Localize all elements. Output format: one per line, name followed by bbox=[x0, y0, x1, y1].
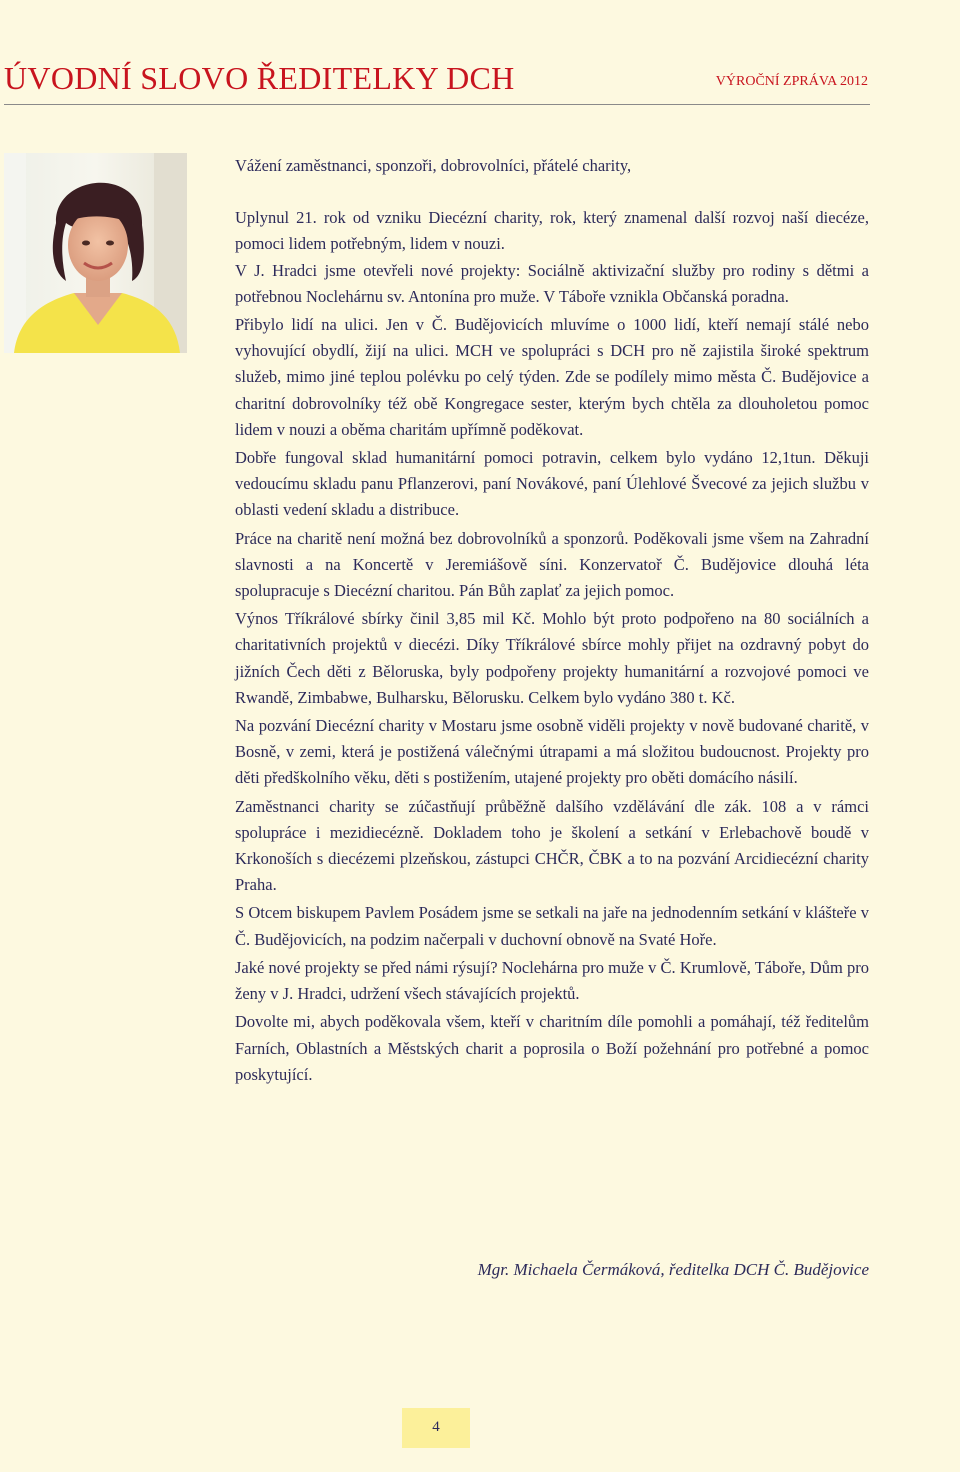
paragraph: Práce na charitě není možná bez dobrovolníků a sponzorů. Poděkovali jsme všem na Zahradní slavnosti a na Koncertě v Jeremiášově síni. Konzervatoř Č. Budějovice dlouhá léta spolupracuje s Diecézní charitou. Pán Bůh zaplať za jejich pomoc. bbox=[235, 528, 869, 601]
paragraph: V J. Hradci jsme otevřeli nové projekty: Sociálně aktivizační služby pro rodiny s dětmi a potřebnou Noclehárnu sv. Antonína pro muže. V Táboře vznikla Občanská poradna. bbox=[235, 260, 869, 306]
page-title: ÚVODNÍ SLOVO ŘEDITELKY DCH bbox=[4, 60, 515, 96]
paragraph: Přibylo lidí na ulici. Jen v Č. Budějovicích mluvíme o 1000 lidí, kteří nemají stálé nebo vyhovující obydlí, žijí na ulici. MCH ve spolupráci s DCH pro ně zajistila široké spektrum služeb, mimo jiné teplou polévku po celý týden. Zde se podílely mimo města Č. Budějovice a charitní dobrovolníky též obě Kongregace sester, kterým bych chtěla za dlouholetou pomoc lidem v nouzi a oběma charitám upřímně poděkovat. bbox=[235, 315, 869, 439]
paragraph: S Otcem biskupem Pavlem Posádem jsme se setkali na jaře na jednodenním setkání v klášteře v Č. Budějovicích, na podzim načerpali v duchovní obnově na Svaté Hoře. bbox=[235, 903, 869, 949]
paragraph: Dobře fungoval sklad humanitární pomoci potravin, celkem bylo vydáno 12,1tun. Děkuji vedoucímu skladu panu Pflanzerovi, paní Novákové, paní Úlehlové Švecové za jejich službu v oblasti vedení skladu a distribuce. bbox=[235, 448, 869, 520]
paragraph: Výnos Tříkrálové sbírky činil 3,85 mil Kč. Mohlo být proto podpořeno na 80 sociálních a charitativních projektů v diecézi. Díky Tříkrálové sbírce mohly přijet na ozdravný pobyt do jižních Čech děti z Běloruska, byly podpořeny projekty humanitární a rozvojové pomoci ve Rwandě, Zimbabwe, Bulharsku, Bělorusku. Celkem bylo vydáno 380 t. Kč. bbox=[235, 609, 869, 707]
page-number: 4 bbox=[432, 1419, 440, 1435]
report-label: VÝROČNÍ ZPRÁVA 2012 bbox=[715, 74, 868, 89]
signature: Mgr. Michaela Čermáková, ředitelka DCH Č. Budějovice bbox=[477, 1260, 869, 1279]
paragraph: Uplynul 21. rok od vzniku Diecézní charity, rok, který znamenal další rozvoj naší diecéze, pomoci lidem potřebným, lidem v nouzi. bbox=[235, 208, 869, 254]
letter-body bbox=[235, 153, 869, 1088]
paragraph: Na pozvání Diecézní charity v Mostaru jsme osobně viděli projekty v nově budované charitě, v Bosně, v zemi, která je postižená válečnými útrapami a má složitou budoucnost. Projekty pro děti předškolního věku, děti s postižením, utajené projekty pro oběti domácího násilí. bbox=[235, 716, 869, 788]
greeting: Vážení zaměstnanci, sponzoři, dobrovolníci, přátelé charity, bbox=[235, 156, 632, 175]
page-number-box bbox=[402, 1408, 470, 1448]
paragraph: Jaké nové projekty se před námi rýsují? Noclehárna pro muže v Č. Krumlově, Táboře, Dům pro ženy v J. Hradci, udržení všech stávajících projektů. bbox=[235, 957, 869, 1004]
paragraph: Dovolte mi, abych poděkovala všem, kteří v charitním díle pomohli a pomáhají, též ředitelům Farních, Oblastních a Městských charit a poprosila o Boží požehnání pro potřebné a pomoc poskytující. bbox=[235, 1012, 869, 1084]
paragraph: Zaměstnanci charity se zúčastňují průběžně dalšího vzdělávání dle zák. 108 a v rámci spolupráce i mezidiecézně. Dokladem toho je školení a setkání v Erlebachově boudě v Krkonoších s diecézemi plzeňskou, zástupci CHČR, ČBK a to na pozvání Arcidiecézní charity Praha. bbox=[235, 796, 869, 895]
portrait-photo-icon bbox=[4, 153, 187, 353]
portrait-photo bbox=[4, 153, 187, 353]
page-header bbox=[4, 58, 870, 105]
